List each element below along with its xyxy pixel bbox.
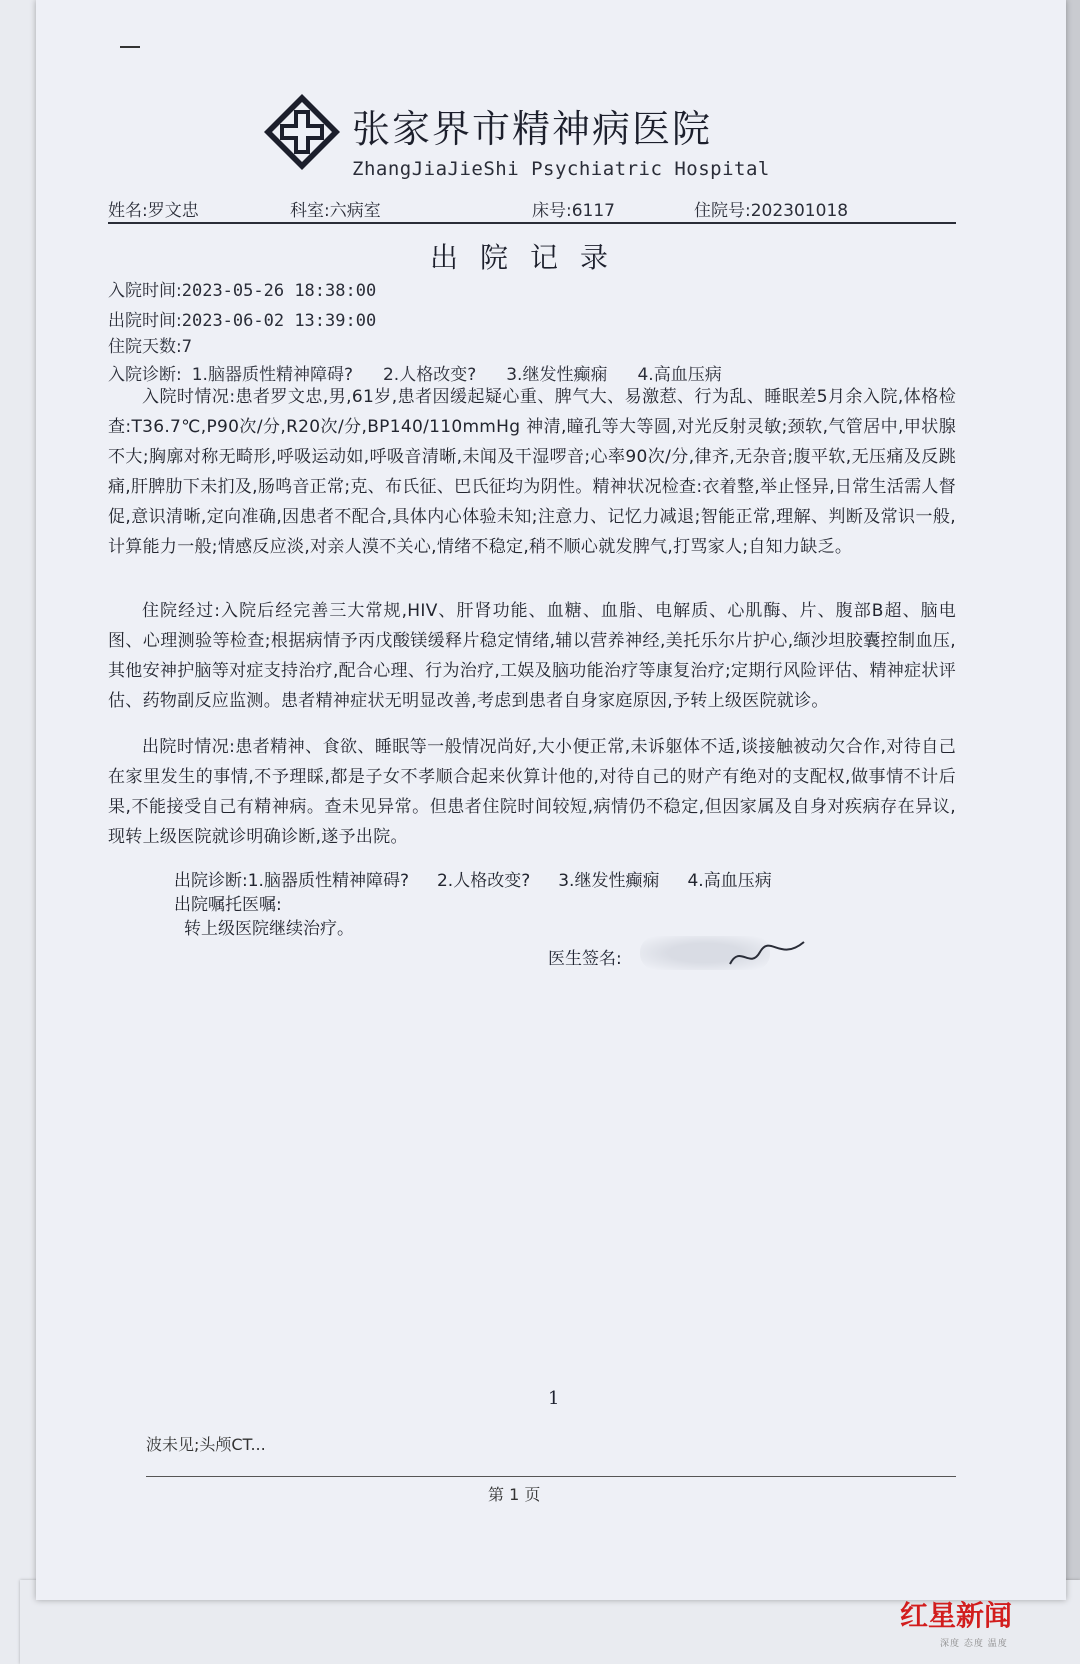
footer-page-label: 第 1 页 bbox=[488, 1485, 541, 1504]
hospital-name-en: ZhangJiaJieShi Psychiatric Hospital bbox=[352, 158, 770, 180]
discharge-diagnosis-item: 3.继发性癫痫 bbox=[558, 871, 660, 891]
admission-condition-paragraph: 入院时情况:患者罗文忠,男,61岁,患者因缓起疑心重、脾气大、易激惹、行为乱、睡眠差5月余入院,体格检查:T36.7℃,P90次/分,R20次/分,BP140/110mmHg 神清,瞳孔等大等圆,对光反射灵敏;颈软,气管居中,甲状腺不大;胸廓对称无畸形,呼吸运动如,呼吸音清晰,未闻及干湿啰音;心率90次/分,律齐,无杂音;腹平软,无压痛及反跳痛,肝脾肋下未扪及,肠鸣音正常;克、布氏征、巴氏征均为阴性。精神状况检查:衣着整,举止怪异,日常生活需人督促,意识清晰,定向准确,因患者不配合,具体内心体验未知;注意力、记忆力减退;智能正常,理解、判断及常识一般,计算能力一般;情感反应淡,对亲人漠不关心,情绪不稳定,稍不顺心就发脾气,打骂家人;自知力缺乏。 bbox=[108, 387, 956, 557]
stay-days-label: 住院天数: bbox=[108, 337, 182, 357]
discharge-diagnosis-item: 2.人格改变? bbox=[436, 871, 531, 891]
discharge-time-label: 出院时间: bbox=[108, 311, 182, 331]
hospital-name-cn: 张家界市精神病医院 bbox=[352, 107, 713, 151]
admission-diagnosis-item: 2.人格改变? bbox=[382, 365, 477, 385]
stay-days-value: 7 bbox=[181, 337, 192, 357]
document-title: 出院记录 bbox=[430, 241, 631, 274]
department: 科室:六病室 bbox=[290, 201, 381, 221]
admission-diagnosis-item: 4.高血压病 bbox=[637, 365, 722, 385]
footer-note: 波未见;头颅CT... bbox=[146, 1435, 266, 1454]
discharge-time-value: 2023-06-02 13:39:00 bbox=[181, 311, 377, 331]
signature-scribble-icon bbox=[720, 934, 810, 974]
admission-diagnosis-item: 1.脑器质性精神障碍? bbox=[191, 365, 353, 385]
header-divider bbox=[108, 222, 956, 224]
watermark-brand: 红星新闻 bbox=[900, 1599, 1013, 1632]
discharge-advice-text: 转上级医院继续治疗。 bbox=[184, 919, 354, 939]
discharge-condition-paragraph: 出院时情况:患者精神、食欲、睡眠等一般情况尚好,大小便正常,未诉躯体不适,谈接触被动欠合作,对待自己在家里发生的事情,不予理睬,都是子女不孝顺合起来伙算计他的,对待自己的财产有绝对的支配权,做事情不计后果,不能接受自己有精神病。查未见异常。但患者住院时间较短,病情仍不稳定,但因家属及自身对疾病存在异议,现转上级医院就诊明确诊断,遂予出院。 bbox=[108, 737, 956, 847]
discharge-diagnosis-label: 出院诊断: bbox=[174, 871, 248, 891]
watermark-logo bbox=[900, 1594, 1070, 1654]
bed-number: 床号:6117 bbox=[532, 201, 615, 221]
page-number: 1 bbox=[548, 1388, 560, 1409]
admit-time-value: 2023-05-26 18:38:00 bbox=[181, 281, 377, 301]
admission-diagnosis-item: 3.继发性癫痫 bbox=[506, 365, 608, 385]
admit-time bbox=[108, 276, 376, 301]
signature-label: 医生签名: bbox=[548, 949, 622, 969]
discharge-time bbox=[108, 306, 376, 331]
footer-divider bbox=[146, 1476, 956, 1477]
admission-number: 住院号:202301018 bbox=[694, 201, 849, 221]
admit-time-label: 入院时间: bbox=[108, 281, 182, 301]
admission-diagnosis-label: 入院诊断: bbox=[108, 365, 182, 385]
watermark-slogan: 深度 态度 温度 bbox=[940, 1639, 1008, 1649]
patient-name: 姓名:罗文忠 bbox=[108, 201, 199, 221]
discharge-diagnosis-item: 1.脑器质性精神障碍? bbox=[247, 871, 409, 891]
discharge-diagnosis-item: 4.高血压病 bbox=[687, 871, 772, 891]
hospital-course-paragraph: 住院经过:入院后经完善三大常规,HIV、肝肾功能、血糖、血脂、电解质、心肌酶、片、腹部B超、脑电图、心理测验等检查;根据病情予丙戊酸镁缓释片稳定情绪,辅以营养神经,美托乐尔片护心,缬沙坦胶囊控制血压,其他安神护脑等对症支持治疗,配合心理、行为治疗,工娱及脑功能治疗等康复治疗;定期行风险评估、精神症状评估、药物副反应监测。患者精神症状无明显改善,考虑到患者自身家庭原因,予转上级医院就诊。 bbox=[108, 601, 956, 711]
discharge-diagnosis bbox=[174, 866, 772, 891]
discharge-advice-label: 出院嘱托医嘱: bbox=[174, 895, 282, 915]
hospital-cross-logo bbox=[262, 92, 342, 172]
stay-days bbox=[108, 332, 192, 357]
corner-mark bbox=[120, 46, 140, 48]
